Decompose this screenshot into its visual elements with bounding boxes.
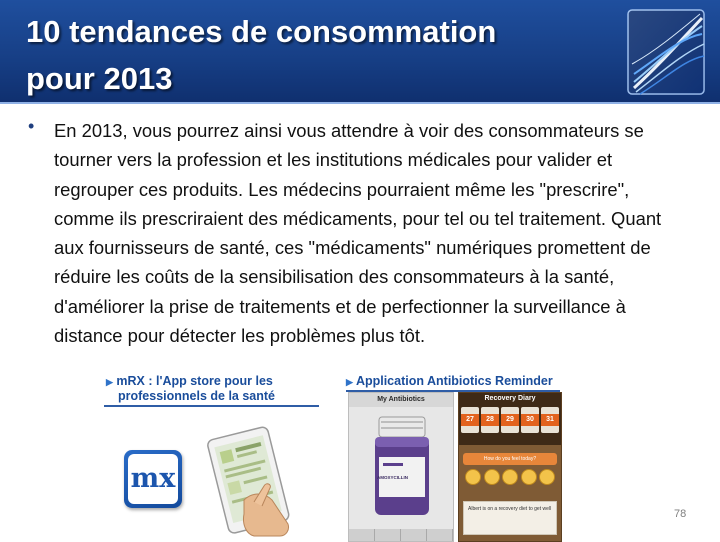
calendar-day-number: 28 (481, 414, 499, 426)
calendar-day (541, 407, 559, 433)
smiley-icon (465, 469, 481, 485)
calendar-day (481, 407, 499, 433)
calendar-day-number: 27 (461, 414, 479, 426)
title-line-1: 10 tendances de consommation (26, 14, 497, 49)
phone-tab (427, 529, 453, 541)
calendar-day (501, 407, 519, 433)
slide-header (0, 0, 720, 104)
bullet-marker: • (28, 116, 35, 136)
slide-title (26, 8, 606, 102)
smiley-icon (521, 469, 537, 485)
calendar-day-number: 31 (541, 414, 559, 426)
antibiotics-caption-text: Application Antibiotics Reminder (355, 374, 553, 388)
tablet-with-hand-icon (204, 426, 294, 540)
mrx-app-logo (124, 450, 182, 508)
smiley-icon (502, 469, 518, 485)
phone-screen-my-antibiotics (348, 392, 454, 542)
mood-faces (465, 469, 555, 487)
mrx-illustration (104, 374, 344, 540)
caption-arrow-icon: ▶ (346, 377, 353, 387)
caption-underline (104, 405, 319, 407)
pill-bottle-icon (371, 413, 433, 517)
mrx-logo-text: mx (130, 463, 176, 494)
smiley-icon (484, 469, 500, 485)
caption-arrow-icon: ▶ (106, 377, 113, 387)
calendar-day-number: 30 (521, 414, 539, 426)
diary-note: Albert is on a recovery diet to get well (463, 501, 557, 535)
phone-screen-recovery-diary (458, 392, 562, 542)
page-number: 78 (674, 508, 687, 520)
bullet-text: En 2013, vous pourrez ainsi vous attendre à voir des consommateurs se tourner vers la profession et les institutions médicales pour valider et regrouper ces produits. Les médecins pourraient même les "prescrire", comme ils prescriraient des médicaments, pour tel ou tel traitement. Quant aux fournisseurs de santé, ces "médicaments" numériques promettent de réduire les coûts de la sensibilisation des consommateurs à la santé, d'améliorer la prise de traitements et de perfectionner la surveillance à distance pour détecter les problèmes plus tôt. (54, 120, 662, 347)
phone-tab (349, 529, 375, 541)
bottle-label: AMOXYCILLIN (377, 475, 408, 480)
smiley-icon (539, 469, 555, 485)
mrx-caption (106, 374, 326, 403)
diary-title: Recovery Diary (484, 395, 536, 402)
mrx-caption-line-1: mRX : l'App store pour les (116, 374, 273, 388)
phone-tab-bar (349, 529, 453, 541)
calendar-day-number: 29 (501, 414, 519, 426)
antibiotics-caption (346, 374, 560, 389)
title-line-2: pour 2013 (26, 61, 173, 96)
diary-question: How do you feel today? (463, 453, 557, 465)
phone-tab (375, 529, 401, 541)
calendar-day (461, 407, 479, 433)
calendar-day (521, 407, 539, 433)
light-beam-logo-icon (626, 8, 706, 96)
mrx-caption-line-2: professionnels de la santé (118, 389, 275, 403)
phone-tab (401, 529, 427, 541)
antibiotics-reminder-illustration (346, 374, 560, 540)
screen-title: My Antibiotics (349, 393, 453, 407)
